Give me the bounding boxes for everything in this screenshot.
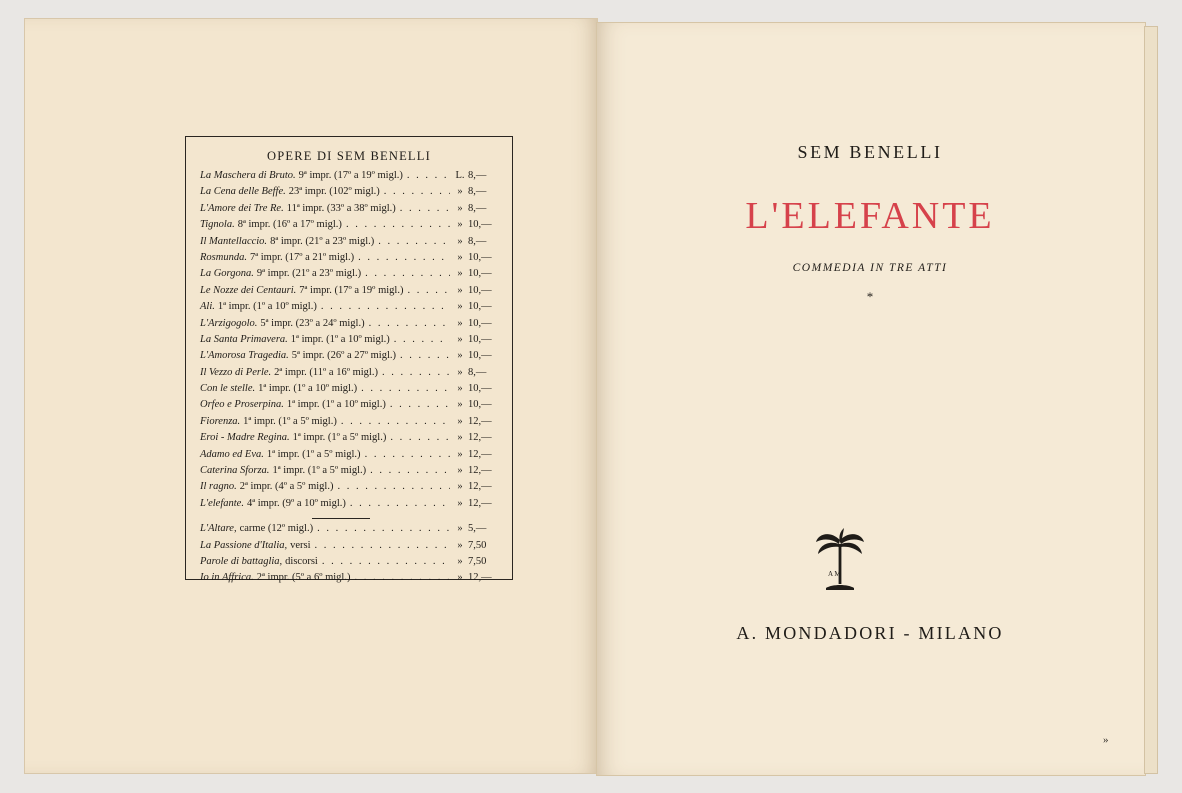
work-price: 10,— [468, 219, 492, 231]
work-description: 9ª impr. (21º a 23º migl.) [256, 268, 362, 280]
price-separator: » [457, 251, 463, 263]
work-description: 2ª impr. (5º a 6º migl.) [256, 572, 351, 584]
work-row [200, 367, 502, 383]
work-description: 8ª impr. (16º a 17º migl.) [237, 219, 342, 231]
work-description: 4ª impr. (9º a 10º migl.) [246, 497, 346, 509]
work-price: 10,— [468, 317, 492, 329]
work-row [200, 268, 502, 284]
work-title: La Cena delle Beffe. [200, 186, 286, 198]
price-separator: » [457, 366, 463, 378]
leader-dots [337, 481, 450, 492]
leader-dots [378, 236, 450, 247]
leader-dots [369, 318, 450, 329]
price-separator: » [457, 235, 463, 247]
work-title: Caterina Sforza. [200, 465, 270, 477]
leader-dots [358, 252, 450, 263]
work-row [200, 285, 502, 301]
price-separator: » [457, 415, 463, 427]
work-title: L'Arzigogolo. [200, 317, 258, 329]
leader-dots [384, 186, 450, 197]
work-title: L'Altare, [200, 523, 237, 535]
work-title: La Passione d'Italia, [200, 539, 288, 551]
work-title: Eroi - Madre Regina. [200, 432, 290, 444]
leader-dots [394, 334, 450, 345]
price-separator: » [457, 572, 463, 584]
price-separator: » [457, 481, 463, 493]
price-separator: » [457, 555, 463, 567]
leader-dots [346, 219, 450, 230]
work-title: L'elefante. [200, 497, 244, 509]
works-list [200, 170, 502, 589]
corner-mark: » [1103, 734, 1109, 746]
work-description: 7ª impr. (17º a 21º migl.) [249, 251, 355, 263]
volume-mark: * [866, 289, 874, 304]
leader-dots [361, 383, 450, 394]
work-price: 12,— [468, 432, 492, 444]
work-price: 10,— [468, 333, 492, 345]
leader-dots [390, 399, 450, 410]
work-description: 7ª impr. (17º a 19º migl.) [299, 284, 404, 296]
work-description: 5ª impr. (23º a 24º migl.) [260, 317, 365, 329]
price-separator: » [457, 202, 463, 214]
works-heading: OPERE DI SEM BENELLI [267, 149, 431, 163]
work-description: 2ª impr. (4º a 5º migl.) [239, 481, 334, 493]
work-row [200, 481, 502, 497]
price-separator: » [457, 301, 463, 313]
work-price: 12,— [468, 572, 492, 584]
work-title: La Maschera di Bruto. [200, 170, 296, 181]
work-row [200, 301, 502, 317]
work-row [200, 203, 502, 219]
page-edge [1144, 26, 1158, 774]
price-separator: » [457, 186, 463, 198]
work-row [200, 498, 502, 514]
work-price: 8,— [468, 366, 487, 378]
book-subtitle: COMMEDIA IN TRE ATTI [792, 262, 948, 274]
leader-dots [350, 498, 450, 509]
price-separator: » [457, 539, 463, 551]
work-price: 10,— [468, 251, 492, 263]
work-row [200, 219, 502, 235]
leader-dots [322, 556, 450, 567]
work-price: 8,— [468, 186, 487, 198]
work-title: Fiorenza. [200, 415, 241, 427]
work-description: 1ª impr. (1º a 10º migl.) [290, 333, 390, 345]
work-title: Tignola. [200, 219, 235, 231]
work-row [200, 170, 502, 186]
work-row [200, 416, 502, 432]
work-description: versi [290, 539, 311, 551]
work-title: Il Mantellaccio. [200, 235, 268, 247]
price-separator: » [457, 497, 463, 509]
work-description: 1ª impr. (1º a 10º migl.) [258, 383, 358, 395]
work-description: 1ª impr. (1º a 10º migl.) [286, 399, 386, 411]
leader-dots [390, 432, 450, 443]
work-price: 12,— [468, 481, 492, 493]
work-price: 7,50 [468, 539, 487, 551]
work-price: 10,— [468, 301, 492, 313]
book-title: L'ELEFANTE [745, 195, 995, 237]
author-name: SEM BENELLI [797, 142, 943, 162]
leader-dots [400, 203, 450, 214]
works-list-box [185, 136, 513, 584]
leader-dots [382, 367, 450, 378]
work-row [200, 350, 502, 366]
work-title: Le Nozze dei Centauri. [200, 284, 297, 296]
work-row [200, 523, 502, 539]
work-title: Rosmunda. [200, 251, 247, 263]
price-separator: » [457, 399, 463, 411]
work-title: La Gorgona. [200, 268, 254, 280]
price-separator: » [457, 383, 463, 395]
work-row [200, 540, 502, 556]
work-price: 8,— [468, 202, 487, 214]
price-separator: » [457, 219, 463, 231]
work-description: carme (12º migl.) [239, 523, 314, 535]
publisher-line: A. MONDADORI - MILANO [736, 623, 1004, 643]
work-description: 23ª impr. (102º migl.) [288, 186, 380, 198]
price-separator: » [457, 317, 463, 329]
work-title: Il ragno. [200, 481, 237, 493]
work-row [200, 572, 502, 588]
work-row [200, 318, 502, 334]
work-description: 11ª impr. (33º a 38º migl.) [286, 202, 396, 214]
works-other-list [200, 523, 502, 589]
leader-dots [317, 523, 450, 534]
work-row [200, 383, 502, 399]
work-description: 1ª impr. (1º a 5º migl.) [292, 432, 387, 444]
work-title: L'Amore dei Tre Re. [200, 202, 284, 214]
work-description: 2ª impr. (11º a 16º migl.) [274, 366, 378, 378]
leader-dots [341, 416, 450, 427]
price-separator: » [457, 268, 463, 280]
work-description: 1ª impr. (1º a 5º migl.) [266, 448, 361, 460]
work-row [200, 432, 502, 448]
price-separator: » [457, 523, 463, 535]
leader-dots [400, 350, 450, 361]
work-row [200, 556, 502, 572]
work-price: 12,— [468, 497, 492, 509]
work-title: La Santa Primavera. [200, 333, 288, 345]
price-separator: » [457, 333, 463, 345]
work-title: Orfeo e Proserpina. [200, 399, 284, 411]
work-price: 10,— [468, 383, 492, 395]
work-row [200, 236, 502, 252]
publisher-palm-logo [812, 528, 868, 600]
work-row [200, 465, 502, 481]
work-price: 10,— [468, 350, 492, 362]
works-divider [312, 518, 370, 519]
work-row [200, 449, 502, 465]
work-price: 12,— [468, 415, 492, 427]
price-separator: » [457, 284, 463, 296]
work-description: 1ª impr. (1º a 5º migl.) [272, 465, 367, 477]
work-row [200, 186, 502, 202]
leader-dots [321, 301, 450, 312]
work-price: 10,— [468, 268, 492, 280]
logo-letters: A M [828, 570, 841, 578]
leader-dots [370, 465, 450, 476]
work-title: L'Amorosa Tragedia. [200, 350, 289, 362]
leader-dots [354, 572, 450, 583]
work-description: 9ª impr. (17º a 19º migl.) [298, 170, 403, 181]
price-separator: » [457, 432, 463, 444]
work-description: 1ª impr. (1º a 5º migl.) [243, 415, 337, 427]
work-row [200, 252, 502, 268]
work-price: 12,— [468, 448, 492, 460]
work-row [200, 334, 502, 350]
leader-dots [365, 268, 450, 279]
work-description: 8ª impr. (21º a 23º migl.) [270, 235, 375, 247]
work-title: Parole di battaglia, [200, 555, 283, 567]
work-price: 5,— [468, 523, 487, 535]
work-price: 12,— [468, 465, 492, 477]
right-page [596, 22, 1146, 776]
leader-dots [407, 170, 450, 181]
work-row [200, 399, 502, 415]
leader-dots [365, 449, 450, 460]
price-separator: » [457, 448, 463, 460]
work-title: Adamo ed Eva. [200, 448, 264, 460]
work-description: discorsi [285, 555, 318, 567]
work-price: 8,— [468, 170, 487, 181]
work-title: Io in Affrica. [200, 572, 254, 584]
work-title: Con le stelle. [200, 383, 256, 395]
works-main-list [200, 170, 502, 514]
work-price: 7,50 [468, 555, 487, 567]
work-title: Ali. [200, 301, 215, 313]
price-separator: » [457, 350, 463, 362]
work-price: 10,— [468, 284, 492, 296]
work-price: 10,— [468, 399, 492, 411]
work-description: 5ª impr. (26º a 27º migl.) [291, 350, 396, 362]
price-separator: » [457, 465, 463, 477]
leader-dots [407, 285, 450, 296]
work-description: 1ª impr. (1º a 10º migl.) [217, 301, 317, 313]
work-title: Il Vezzo di Perle. [200, 366, 272, 378]
leader-dots [315, 540, 450, 551]
price-separator: L. [455, 170, 465, 181]
work-price: 8,— [468, 235, 487, 247]
